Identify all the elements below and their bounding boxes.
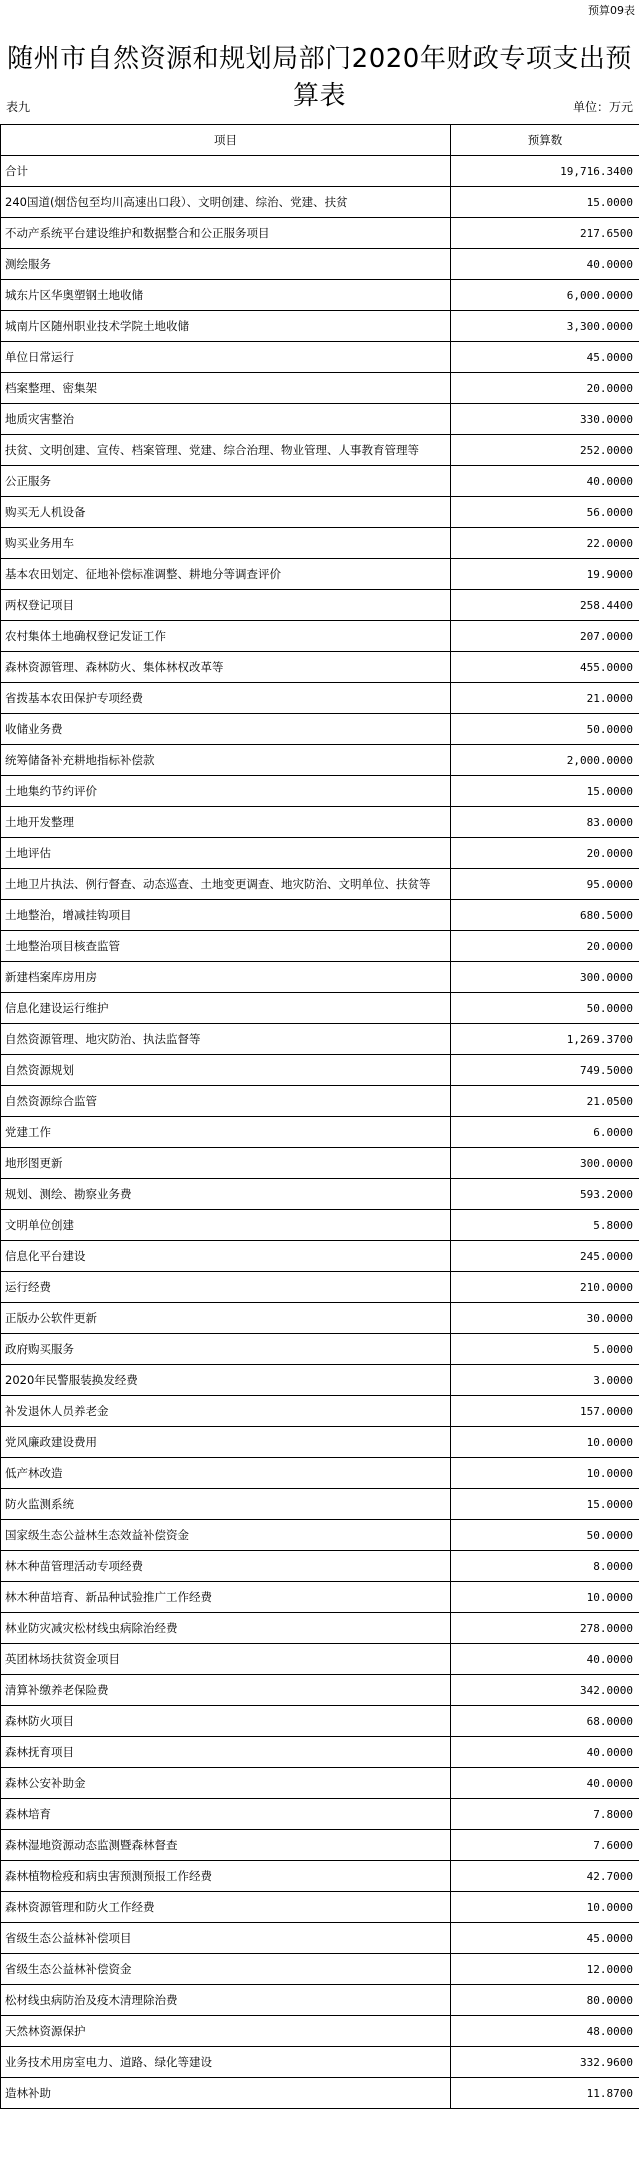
item-cell: 土地整治项目核查监管 — [1, 931, 451, 962]
table-row — [1, 280, 639, 311]
table-row — [1, 1861, 639, 1892]
amount-cell: 22.0000 — [451, 528, 639, 559]
table-row — [1, 249, 639, 280]
amount-cell: 749.5000 — [451, 1055, 639, 1086]
amount-cell: 2,000.0000 — [451, 745, 639, 776]
table-row — [1, 466, 639, 497]
item-cell: 正版办公软件更新 — [1, 1303, 451, 1334]
amount-cell: 10.0000 — [451, 1458, 639, 1489]
table-row — [1, 528, 639, 559]
table-row — [1, 1117, 639, 1148]
amount-cell: 210.0000 — [451, 1272, 639, 1303]
item-cell: 地质灾害整治 — [1, 404, 451, 435]
amount-cell: 20.0000 — [451, 931, 639, 962]
item-cell: 森林抚育项目 — [1, 1737, 451, 1768]
amount-cell: 21.0000 — [451, 683, 639, 714]
item-cell: 省拨基本农田保护专项经费 — [1, 683, 451, 714]
item-cell: 林业防灾减灾松材线虫病除治经费 — [1, 1613, 451, 1644]
item-cell: 森林资源管理和防火工作经费 — [1, 1892, 451, 1923]
amount-cell: 80.0000 — [451, 1985, 639, 2016]
amount-cell: 40.0000 — [451, 1737, 639, 1768]
item-cell: 自然资源规划 — [1, 1055, 451, 1086]
item-cell: 造林补助 — [1, 2078, 451, 2109]
item-cell: 农村集体土地确权登记发证工作 — [1, 621, 451, 652]
amount-cell: 20.0000 — [451, 838, 639, 869]
amount-cell: 207.0000 — [451, 621, 639, 652]
table-row — [1, 218, 639, 249]
table-row — [1, 621, 639, 652]
item-cell: 土地卫片执法、例行督查、动态巡查、土地变更调查、地灾防治、文明单位、扶贫等 — [1, 869, 451, 900]
table-row — [1, 1210, 639, 1241]
amount-cell: 3.0000 — [451, 1365, 639, 1396]
table-row — [1, 1737, 639, 1768]
table-row — [1, 1520, 639, 1551]
item-cell: 松材线虫病防治及疫木清理除治费 — [1, 1985, 451, 2016]
table-row — [1, 497, 639, 528]
amount-cell: 12.0000 — [451, 1954, 639, 1985]
amount-cell: 19.9000 — [451, 559, 639, 590]
item-cell: 240国道(烟岱包至均川高速出口段）、文明创建、综治、党建、扶贫 — [1, 187, 451, 218]
amount-cell: 68.0000 — [451, 1706, 639, 1737]
table-row — [1, 1458, 639, 1489]
item-cell: 收储业务费 — [1, 714, 451, 745]
item-cell: 地形图更新 — [1, 1148, 451, 1179]
amount-cell: 15.0000 — [451, 187, 639, 218]
amount-cell: 680.5000 — [451, 900, 639, 931]
item-cell: 购买业务用车 — [1, 528, 451, 559]
item-cell: 不动产系统平台建设维护和数据整合和公正服务项目 — [1, 218, 451, 249]
table-row — [1, 2078, 639, 2109]
item-cell: 清算补缴养老保险费 — [1, 1675, 451, 1706]
item-cell: 土地评估 — [1, 838, 451, 869]
amount-cell: 332.9600 — [451, 2047, 639, 2078]
table-row — [1, 1644, 639, 1675]
table-row — [1, 1086, 639, 1117]
table-row — [1, 1582, 639, 1613]
table-row — [1, 1272, 639, 1303]
amount-cell: 7.8000 — [451, 1799, 639, 1830]
table-row — [1, 1055, 639, 1086]
amount-cell: 5.0000 — [451, 1334, 639, 1365]
item-cell: 防火监测系统 — [1, 1489, 451, 1520]
table-row — [1, 1365, 639, 1396]
amount-cell: 40.0000 — [451, 466, 639, 497]
item-cell: 森林防火项目 — [1, 1706, 451, 1737]
amount-cell: 300.0000 — [451, 962, 639, 993]
amount-cell: 21.0500 — [451, 1086, 639, 1117]
amount-cell: 15.0000 — [451, 776, 639, 807]
column-header-item: 项目 — [1, 125, 451, 156]
table-row — [1, 404, 639, 435]
item-cell: 省级生态公益林补偿项目 — [1, 1923, 451, 1954]
table-row — [1, 1954, 639, 1985]
item-cell: 森林公安补助金 — [1, 1768, 451, 1799]
item-cell: 森林资源管理、森林防火、集体林权改革等 — [1, 652, 451, 683]
amount-cell: 593.2000 — [451, 1179, 639, 1210]
item-cell: 公正服务 — [1, 466, 451, 497]
table-row — [1, 187, 639, 218]
item-cell: 业务技术用房室电力、道路、绿化等建设 — [1, 2047, 451, 2078]
table-row — [1, 435, 639, 466]
amount-cell: 5.8000 — [451, 1210, 639, 1241]
table-row — [1, 1675, 639, 1706]
table-row — [1, 2016, 639, 2047]
column-header-amount: 预算数 — [451, 125, 639, 156]
item-cell: 规划、测绘、勘察业务费 — [1, 1179, 451, 1210]
item-cell: 森林培育 — [1, 1799, 451, 1830]
item-cell: 信息化建设运行维护 — [1, 993, 451, 1024]
table-row — [1, 1427, 639, 1458]
amount-cell: 40.0000 — [451, 1768, 639, 1799]
amount-cell: 83.0000 — [451, 807, 639, 838]
amount-cell: 50.0000 — [451, 714, 639, 745]
amount-cell: 157.0000 — [451, 1396, 639, 1427]
table-row — [1, 652, 639, 683]
table-row — [1, 1799, 639, 1830]
amount-cell: 15.0000 — [451, 1489, 639, 1520]
amount-cell: 40.0000 — [451, 1644, 639, 1675]
amount-cell: 300.0000 — [451, 1148, 639, 1179]
item-cell: 土地开发整理 — [1, 807, 451, 838]
amount-cell: 19,716.3400 — [451, 156, 639, 187]
amount-cell: 330.0000 — [451, 404, 639, 435]
table-row — [1, 714, 639, 745]
table-row — [1, 590, 639, 621]
item-cell: 省级生态公益林补偿资金 — [1, 1954, 451, 1985]
item-cell: 基本农田划定、征地补偿标准调整、耕地分等调查评价 — [1, 559, 451, 590]
amount-cell: 45.0000 — [451, 342, 639, 373]
table-row — [1, 931, 639, 962]
item-cell: 林木种苗培育、新品种试验推广工作经费 — [1, 1582, 451, 1613]
table-row — [1, 683, 639, 714]
amount-cell: 10.0000 — [451, 1427, 639, 1458]
item-cell: 测绘服务 — [1, 249, 451, 280]
amount-cell: 245.0000 — [451, 1241, 639, 1272]
item-cell: 城南片区随州职业技术学院土地收储 — [1, 311, 451, 342]
table-row — [1, 1985, 639, 2016]
budget-table — [0, 124, 639, 2109]
amount-cell: 6.0000 — [451, 1117, 639, 1148]
amount-cell: 20.0000 — [451, 373, 639, 404]
amount-cell: 1,269.3700 — [451, 1024, 639, 1055]
table-body — [1, 156, 639, 2109]
item-cell: 合计 — [1, 156, 451, 187]
amount-cell: 40.0000 — [451, 249, 639, 280]
amount-cell: 258.4400 — [451, 590, 639, 621]
page-title: 随州市自然资源和规划局部门2020年财政专项支出预算表 — [7, 44, 632, 111]
table-row — [1, 1024, 639, 1055]
amount-cell: 42.7000 — [451, 1861, 639, 1892]
table-row — [1, 1768, 639, 1799]
table-row — [1, 1706, 639, 1737]
amount-cell: 50.0000 — [451, 1520, 639, 1551]
table-row — [1, 342, 639, 373]
amount-cell: 45.0000 — [451, 1923, 639, 1954]
amount-cell: 7.6000 — [451, 1830, 639, 1861]
item-cell: 土地集约节约评价 — [1, 776, 451, 807]
table-row — [1, 1334, 639, 1365]
item-cell: 自然资源综合监管 — [1, 1086, 451, 1117]
table-header-row — [1, 125, 639, 156]
amount-cell: 56.0000 — [451, 497, 639, 528]
table-row — [1, 993, 639, 1024]
item-cell: 政府购买服务 — [1, 1334, 451, 1365]
table-row — [1, 373, 639, 404]
item-cell: 档案整理、密集架 — [1, 373, 451, 404]
table-row — [1, 1396, 639, 1427]
amount-cell: 342.0000 — [451, 1675, 639, 1706]
table-row — [1, 1892, 639, 1923]
table-row — [1, 1179, 639, 1210]
amount-cell: 217.6500 — [451, 218, 639, 249]
item-cell: 党风廉政建设费用 — [1, 1427, 451, 1458]
item-cell: 信息化平台建设 — [1, 1241, 451, 1272]
table-number: 表九 — [6, 100, 31, 114]
table-row — [1, 1830, 639, 1861]
table-row — [1, 1148, 639, 1179]
table-row — [1, 1489, 639, 1520]
table-row — [1, 1551, 639, 1582]
item-cell: 土地整治，增减挂钩项目 — [1, 900, 451, 931]
item-cell: 单位日常运行 — [1, 342, 451, 373]
item-cell: 国家级生态公益林生态效益补偿资金 — [1, 1520, 451, 1551]
amount-cell: 3,300.0000 — [451, 311, 639, 342]
table-row — [1, 900, 639, 931]
table-row — [1, 559, 639, 590]
amount-cell: 10.0000 — [451, 1892, 639, 1923]
item-cell: 新建档案库房用房 — [1, 962, 451, 993]
amount-cell: 50.0000 — [451, 993, 639, 1024]
table-row — [1, 869, 639, 900]
amount-cell: 95.0000 — [451, 869, 639, 900]
item-cell: 森林植物检疫和病虫害预测预报工作经费 — [1, 1861, 451, 1892]
item-cell: 自然资源管理、地灾防治、执法监督等 — [1, 1024, 451, 1055]
amount-cell: 6,000.0000 — [451, 280, 639, 311]
item-cell: 运行经费 — [1, 1272, 451, 1303]
table-row — [1, 807, 639, 838]
item-cell: 森林湿地资源动态监测暨森林督查 — [1, 1830, 451, 1861]
item-cell: 党建工作 — [1, 1117, 451, 1148]
item-cell: 补发退休人员养老金 — [1, 1396, 451, 1427]
item-cell: 统筹储备补充耕地指标补偿款 — [1, 745, 451, 776]
table-row — [1, 776, 639, 807]
table-row — [1, 156, 639, 187]
item-cell: 天然林资源保护 — [1, 2016, 451, 2047]
table-row — [1, 311, 639, 342]
amount-cell: 10.0000 — [451, 1582, 639, 1613]
item-cell: 两权登记项目 — [1, 590, 451, 621]
item-cell: 英团林场扶贫资金项目 — [1, 1644, 451, 1675]
table-row — [1, 1241, 639, 1272]
item-cell: 文明单位创建 — [1, 1210, 451, 1241]
table-row — [1, 745, 639, 776]
amount-cell: 8.0000 — [451, 1551, 639, 1582]
table-row — [1, 1923, 639, 1954]
table-row — [1, 962, 639, 993]
unit-label: 单位：万元 — [572, 100, 633, 114]
item-cell: 2020年民警服装换发经费 — [1, 1365, 451, 1396]
item-cell: 扶贫、文明创建、宣传、档案管理、党建、综合治理、物业管理、人事教育管理等 — [1, 435, 451, 466]
table-row — [1, 2047, 639, 2078]
amount-cell: 48.0000 — [451, 2016, 639, 2047]
item-cell: 城东片区华奥塑钢土地收储 — [1, 280, 451, 311]
amount-cell: 455.0000 — [451, 652, 639, 683]
table-row — [1, 1303, 639, 1334]
amount-cell: 252.0000 — [451, 435, 639, 466]
item-cell: 购买无人机设备 — [1, 497, 451, 528]
amount-cell: 11.8700 — [451, 2078, 639, 2109]
item-cell: 林木种苗管理活动专项经费 — [1, 1551, 451, 1582]
table-row — [1, 1613, 639, 1644]
item-cell: 低产林改造 — [1, 1458, 451, 1489]
table-code: 预算09表 — [588, 4, 635, 17]
table-row — [1, 838, 639, 869]
amount-cell: 278.0000 — [451, 1613, 639, 1644]
amount-cell: 30.0000 — [451, 1303, 639, 1334]
